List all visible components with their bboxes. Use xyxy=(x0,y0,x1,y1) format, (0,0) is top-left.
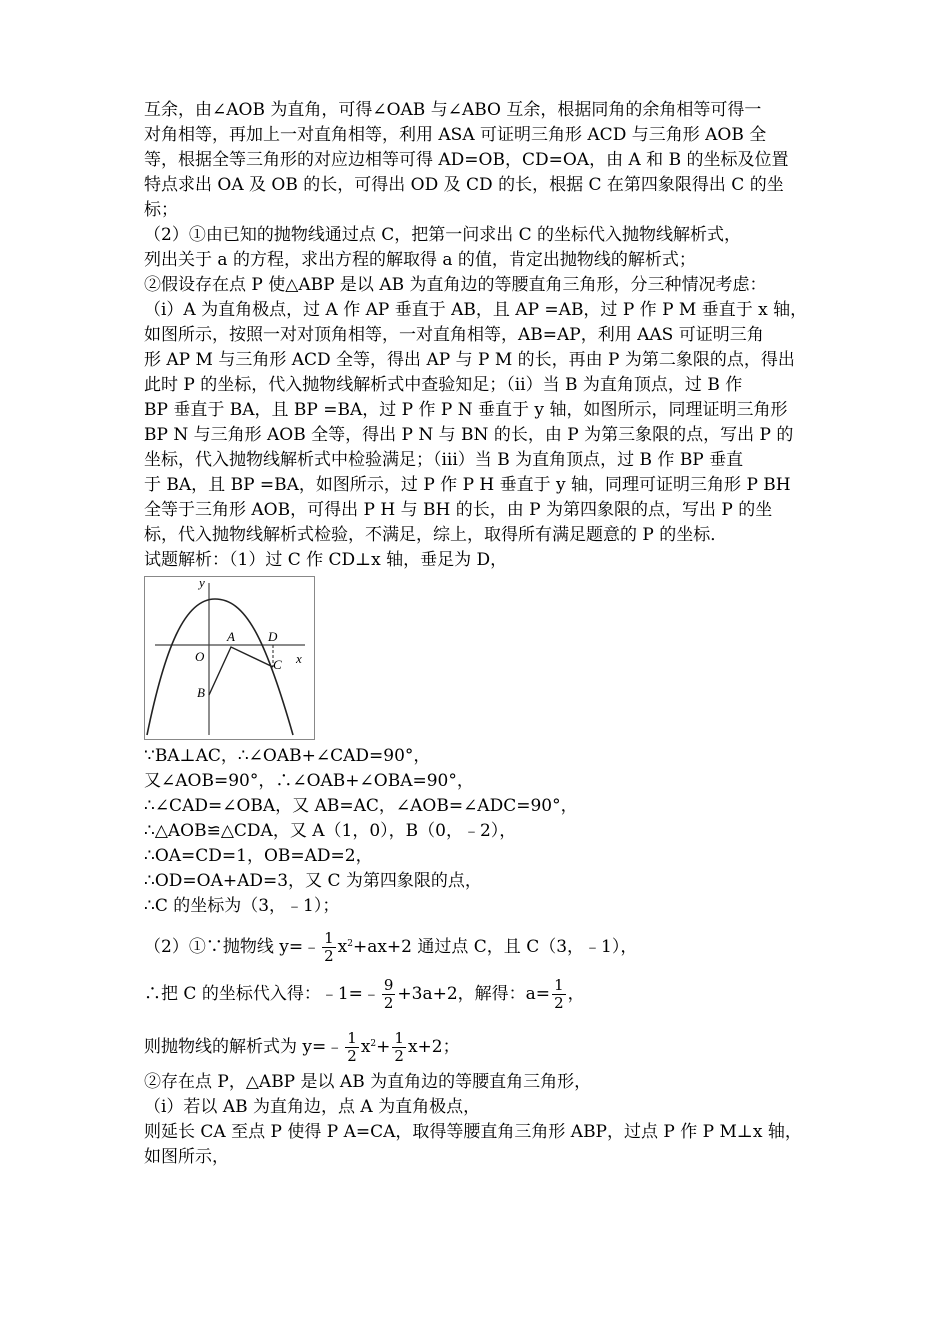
frac-denominator: 2 xyxy=(324,947,334,965)
analysis-line-7: 列出关于 a 的方程，求出方程的解取得 a 的值，肯定出抛物线的解析式； xyxy=(144,250,696,270)
analysis-line-15: 坐标，代入抛物线解析式中检验满足；（iii）当 B 为直角顶点，过 B 作 BP 垂直 xyxy=(144,450,744,470)
label-x: x xyxy=(296,651,302,666)
part2-line-2-pre: ∴把 C 的坐标代入得：﹣1=﹣ xyxy=(144,984,380,1004)
frac-numerator: 1 xyxy=(554,976,564,994)
fraction-half-2 xyxy=(392,1030,406,1065)
part2-line-2-mid: +3a+2，解得：a= xyxy=(397,984,551,1004)
analysis-line-12: 此时 P 的坐标，代入抛物线解析式中查验知足；（ii）当 B 为直角顶点，过 B 作 xyxy=(144,375,743,395)
part2-line-1 xyxy=(144,926,637,965)
part2-line-2 xyxy=(144,976,585,1012)
label-d: D xyxy=(268,629,278,644)
proof-line-3: ∴∠CAD=∠OBA，又 AB=AC，∠AOB=∠ADC=90°， xyxy=(144,796,578,816)
analysis-line-14: BP N 与三角形 AOB 全等，得出 P N 与 BN 的长，由 P 为第三象限的点，写出 P 的 xyxy=(144,425,794,445)
proof-line-2: 又∠AOB=90°，∴∠OAB+∠OBA=90°， xyxy=(144,771,474,791)
label-c: C xyxy=(273,657,282,672)
frac-numerator: 9 xyxy=(383,976,394,994)
frac-denominator: 2 xyxy=(383,994,394,1012)
label-o: O xyxy=(195,649,205,664)
frac-denominator: 2 xyxy=(554,994,564,1012)
frac-numerator: 1 xyxy=(347,1029,357,1047)
solution-heading-line: 试题解析：（1）过 C 作 CD⊥x 轴，垂足为 D， xyxy=(144,550,508,570)
analysis-line-13: BP 垂直于 BA，且 BP =BA，过 P 作 P N 垂直于 y 轴，如图所示，同理证明三角形 xyxy=(144,400,788,420)
proof-line-6: ∴OD=OA+AD=3，又 C 为第四象限的点， xyxy=(144,871,482,891)
parabola-curve xyxy=(147,599,293,735)
part2-line-1-pre: （2）①∵抛物线 y=﹣ xyxy=(144,937,321,957)
part2-line-5: （i）若以 AB 为直角边，点 A 为直角极点， xyxy=(144,1097,481,1117)
analysis-line-5: 标； xyxy=(144,200,178,220)
fraction-a-value xyxy=(552,977,566,1012)
exponent: 2 xyxy=(347,939,353,949)
part2-line-3-pre: 则抛物线的解析式为 y=﹣ xyxy=(144,1037,344,1057)
frac-numerator: 1 xyxy=(394,1029,404,1047)
analysis-line-11: 形 AP M 与三角形 ACD 全等，得出 AP 与 P M 的长，再由 P 为第二象限的点，得出 xyxy=(144,350,795,370)
frac-denominator: 2 xyxy=(394,1047,404,1065)
var-x: x xyxy=(337,937,348,957)
part2-line-2-post: ， xyxy=(567,984,585,1004)
label-a: A xyxy=(227,629,235,644)
analysis-line-1: 互余，由∠AOB 为直角，可得∠OAB 与∠ABO 互余，根据同角的余角相等可得一 xyxy=(144,100,762,120)
part2-line-6: 则延长 CA 至点 P 使得 P A=CA，取得等腰直角三角形 ABP，过点 P 作 P M⊥x 轴， xyxy=(144,1122,802,1142)
label-b: B xyxy=(197,685,205,700)
part2-line-4: ②存在点 P，△ABP 是以 AB 为直角边的等腰直角三角形， xyxy=(144,1072,592,1092)
analysis-line-16: 于 BA，且 BP =BA，如图所示，过 P 作 P H 垂直于 y 轴，同理可证明三角形 P BH xyxy=(144,475,791,495)
analysis-line-6: （2）①由已知的抛物线通过点 C，把第一问求出 C 的坐标代入抛物线解析式， xyxy=(144,225,742,245)
fraction-nine-halves xyxy=(382,977,396,1012)
plus-sign: + xyxy=(376,1037,391,1057)
analysis-line-3: 等，根据全等三角形的对应边相等可得 AD=OB，CD=OA，由 A 和 B 的坐标及位置 xyxy=(144,150,789,170)
parabola-figure xyxy=(144,576,315,740)
triangle-bac xyxy=(209,647,273,695)
frac-denominator: 2 xyxy=(347,1047,357,1065)
var-x: x xyxy=(360,1037,371,1057)
proof-line-1: ∵BA⊥AC，∴∠OAB+∠CAD=90°， xyxy=(144,746,431,766)
frac-numerator: 1 xyxy=(324,929,334,947)
analysis-line-10: 如图所示，按照一对对顶角相等，一对直角相等，AB=AP，利用 AAS 可证明三角 xyxy=(144,325,764,345)
part2-line-7: 如图所示， xyxy=(144,1147,229,1167)
part2-line-3-post: x+2； xyxy=(407,1037,460,1057)
proof-line-4: ∴△AOB≌△CDA，又 A（1，0），B（0，﹣2）， xyxy=(144,821,517,841)
analysis-line-8: ②假设存在点 P 使△ABP 是以 AB 为直角边的等腰直角三角形，分三种情况考虑： xyxy=(144,275,767,295)
analysis-line-17: 全等于三角形 AOB，可得出 P H 与 BH 的长，由 P 为第四象限的点，写出 P 的坐 xyxy=(144,500,773,520)
part2-line-1-post: +ax+2 通过点 C，且 C（3，﹣1）， xyxy=(352,937,638,957)
proof-line-5: ∴OA=CD=1，OB=AD=2， xyxy=(144,846,373,866)
exponent: 2 xyxy=(370,1039,377,1049)
analysis-line-2: 对角相等，再加上一对直角相等，利用 ASA 可证明三角形 ACD 与三角形 AOB 全 xyxy=(144,125,767,145)
analysis-line-18: 标，代入抛物线解析式检验，不满足，综上，取得所有满足题意的 P 的坐标． xyxy=(144,525,728,545)
fraction-half xyxy=(322,930,336,965)
proof-line-7: ∴C 的坐标为（3，﹣1）； xyxy=(144,896,340,916)
parabola-figure-svg xyxy=(145,577,314,739)
fraction-half xyxy=(345,1030,359,1065)
analysis-line-4: 特点求出 OA 及 OB 的长，可得出 OD 及 CD 的长，根据 C 在第四象限得出 C 的坐 xyxy=(144,175,784,195)
label-y: y xyxy=(199,577,205,590)
part2-line-3 xyxy=(144,1026,460,1065)
analysis-line-9: （i）A 为直角极点，过 A 作 AP 垂直于 AB，且 AP =AB，过 P 作 P M 垂直于 x 轴， xyxy=(144,300,808,320)
